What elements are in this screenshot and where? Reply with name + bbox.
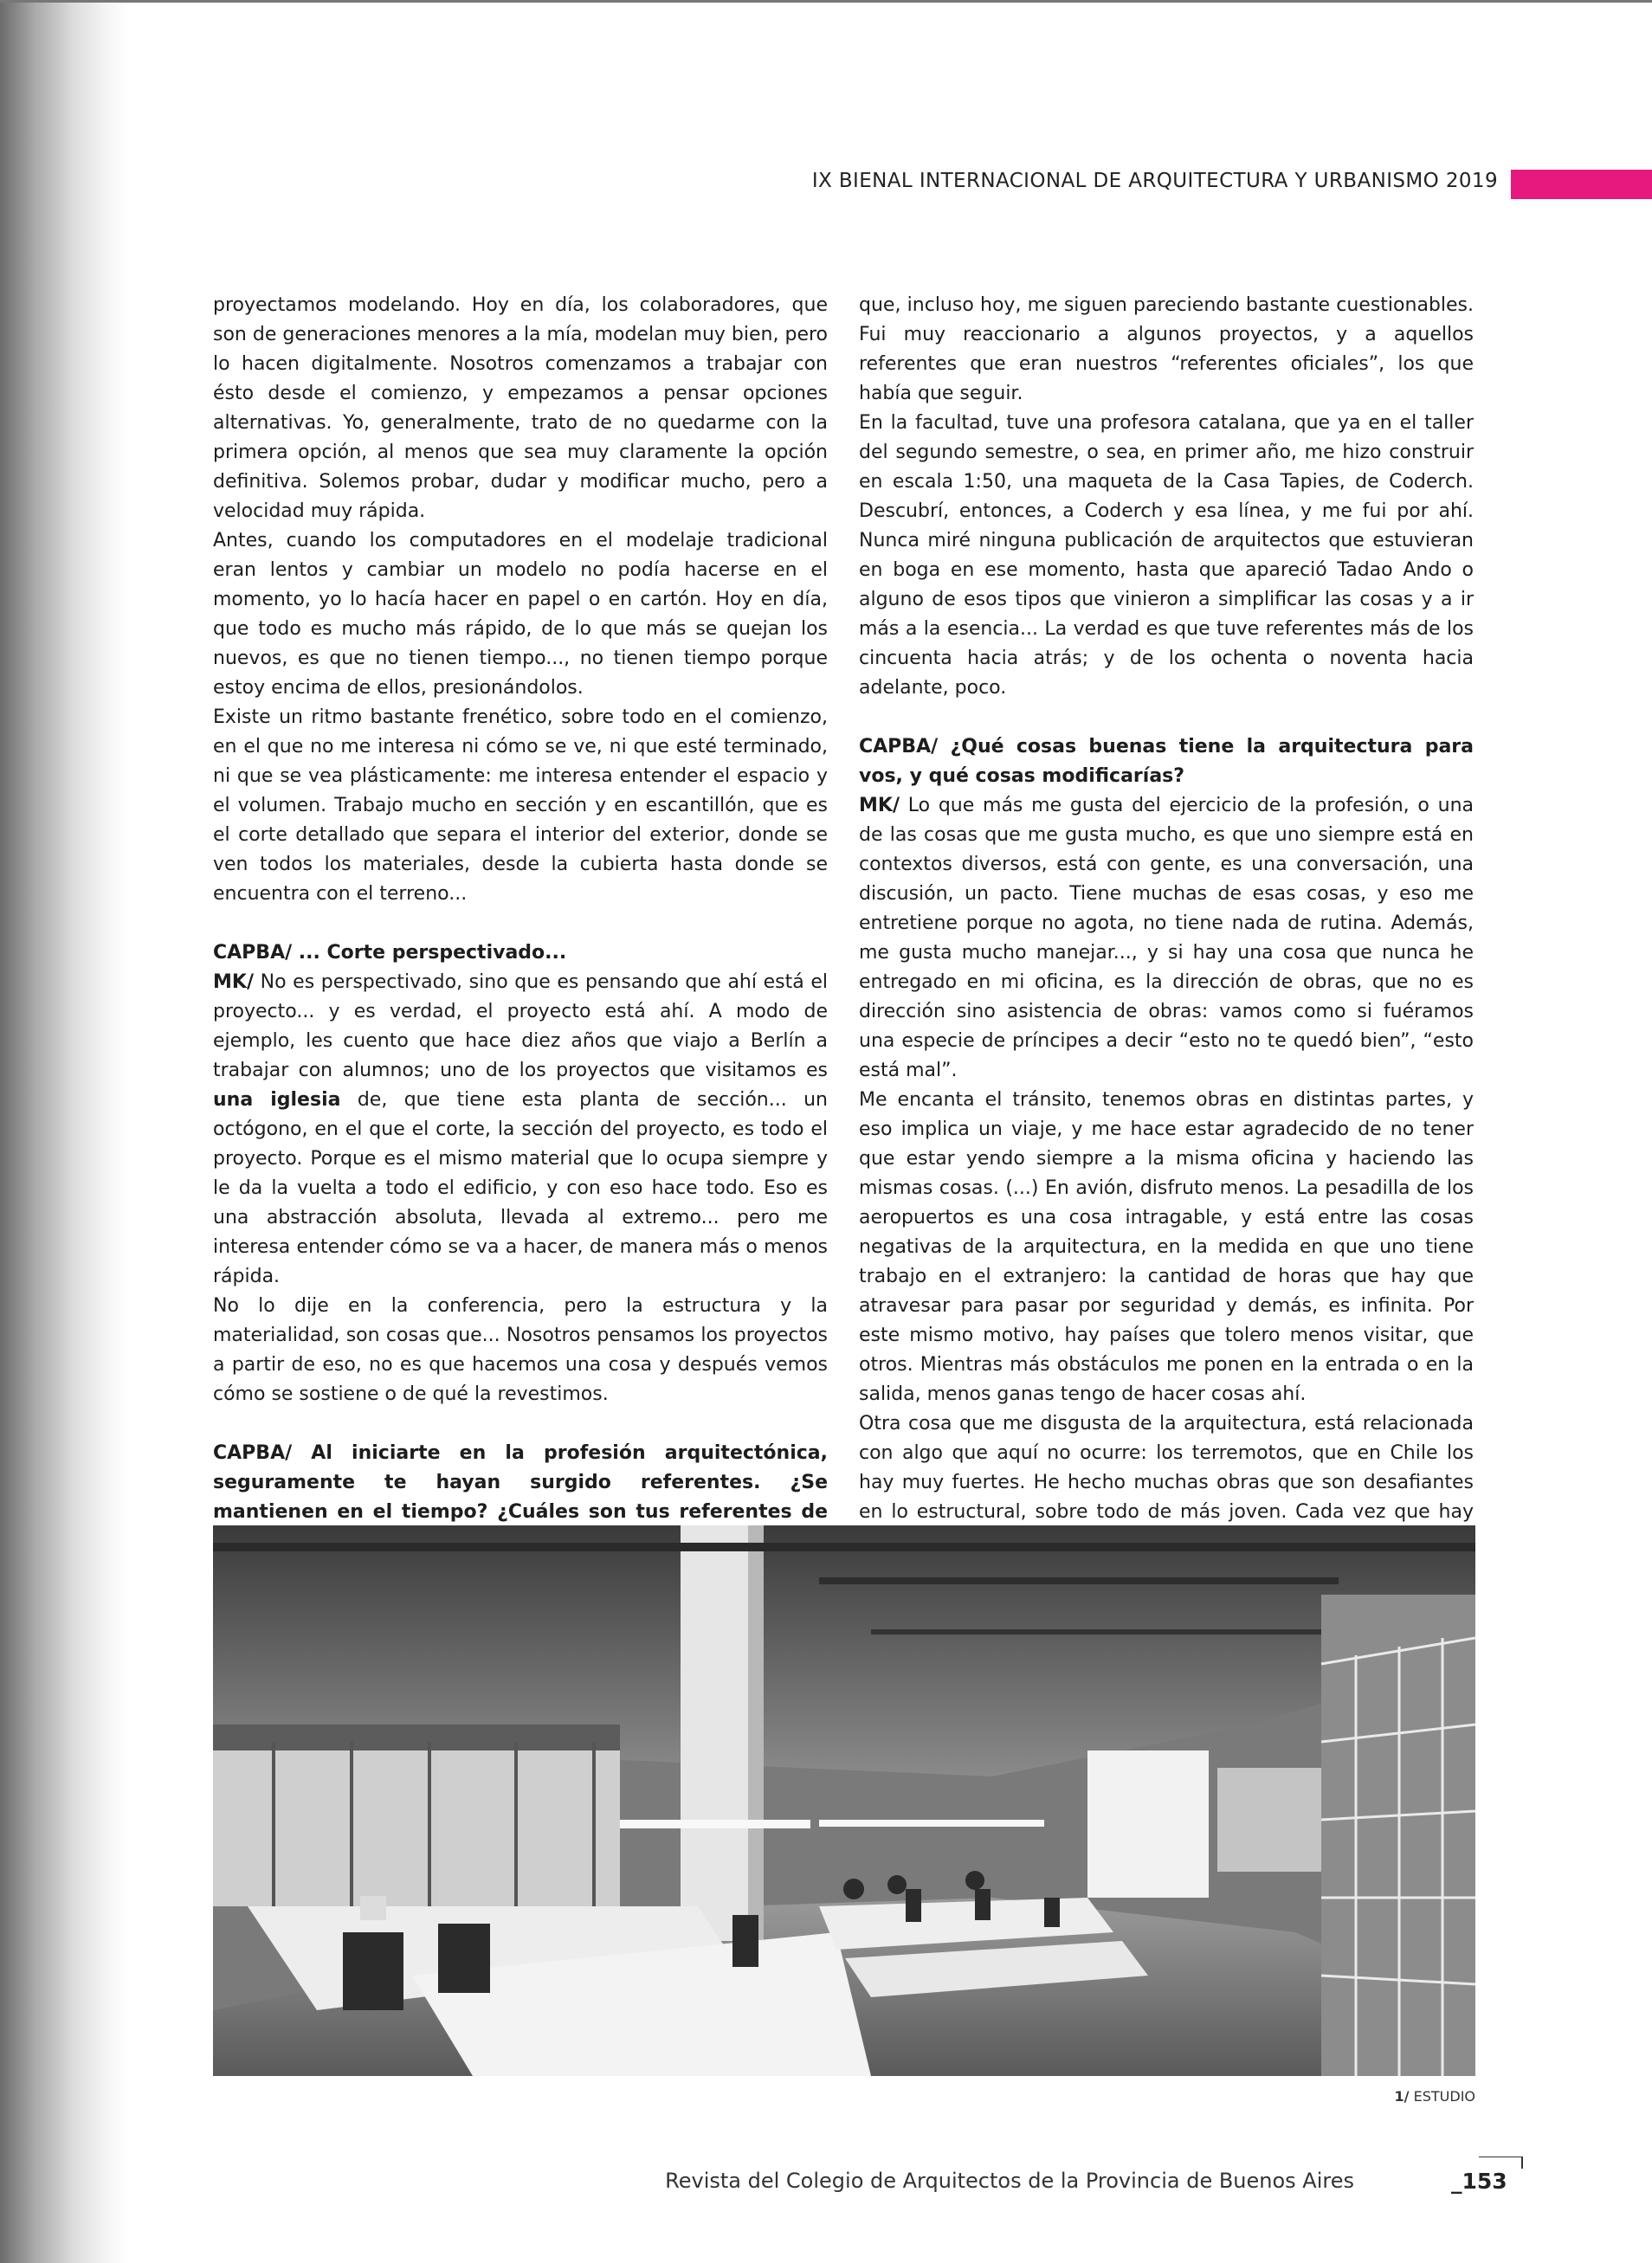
paragraph: Existe un ritmo bastante frenético, sobre todo en el comienzo, en el que no me interesa ni cómo se ve, ni que esté terminado, ni que se vea plásticamente: me interesa entender el espacio y el volumen. Trabajo mucho en sección y en escantillón, que es el corte detallado que separa el interior del exterior, donde se ven todos los materiales, desde la cubierta hasta donde se encuentra con el terreno... [213,706,828,905]
caption-number: 1/ [1394,2088,1410,2105]
footer-tick [1521,2157,1523,2169]
header-accent-bar [1511,170,1652,199]
studio-photo [213,1525,1475,2076]
answer-emphasis: una iglesia [213,1089,341,1111]
interview-answer [859,791,1474,1086]
interview-question: CAPBA/ ¿Qué cosas buenas tiene la arquitectura para vos, y qué cosas modificarías? [859,736,1474,787]
paragraph: Me encanta el tránsito, tenemos obras en distintas partes, y eso implica un viaje, y me hace estar agradecido de no tener que estar yendo siempre a la misma oficina y haciendo las mismas cosas. (...) En avión, disfruto menos. La pesadilla de los aeropuertos es una cosa intragable, y está entre las cosas negativas de la arquitectura, en la medida en que uno tiene trabajo en el extranjero: la cantidad de horas que hay que atravesar para pasar por seguridad y demás, es infinita. Por este mismo motivo, hay países que tolero menos visitar, que otros. Mientras más obstáculos me ponen en la entrada o en la salida, menos ganas tengo de hacer cosas ahí. [859,1089,1474,1405]
paragraph: proyectamos modelando. Hoy en día, los colaboradores, que son de generaciones menores a la mía, modelan muy bien, pero lo hacen digitalmente. Nosotros comenzamos a trabajar con ésto desde el comienzo, y empezamos a pensar opciones alternativas. Yo, generalmente, trato de no quedarme con la primera opción, al menos que sea muy claramente la opción definitiva. Solemos probar, dudar y modificar mucho, pero a velocidad muy rápida. [213,294,828,522]
paragraph: Otra cosa que me disgusta de la arquitectura, está relacionada con algo que aquí no ocurre: los terremotos, que en Chile los hay muy fuertes. He hecho muchas obras que son desafiantes en lo estructural, sobre todo de más joven. Cada vez que hay [859,1413,1474,1523]
interview-question: CAPBA/ ... Corte perspectivado... [213,942,567,964]
footer-journal-title [606,2169,1437,2193]
answer-text: No es perspectivado, sino que es pensando que ahí está el proyecto... y es verdad, el proyecto está ahí. A modo de ejemplo, les cuento que hace diez años que viajo a Berlín a trabajar con alumnos; uno de los proyectos que visitamos es [213,971,828,1081]
paragraph: que, incluso hoy, me siguen pareciendo bastante cuestionables. Fui muy reaccionario a algunos proyectos, y a aquellos referentes que eran nuestros “referentes oficiales”, los que había que seguir. [859,294,1474,404]
speaker-label: MK/ [213,971,254,993]
caption-text: ESTUDIO [1409,2088,1475,2105]
interview-answer [213,968,828,1292]
interview-question: CAPBA/ Al iniciarte en la profesión arquitectónica, seguramente te hayan surgido referentes. ¿Se mantienen en el tiempo? ¿Cuáles son tus referentes de [213,1442,828,1523]
right-text-column [859,291,1474,1645]
paragraph: Antes, cuando los computadores en el modelaje tradicional eran lentos y cambiar un modelo no podía hacerse en el momento, yo lo hacía hacer en papel o en cartón. Hoy en día, que todo es mucho más rápido, de lo que más se quejan los nuevos, es que no tienen tiempo..., no tienen tiempo porque estoy encima de ellos, presionándolos. [213,530,828,699]
answer-text: de, que tiene esta planta de sección... un octógono, en el que el corte, la sección del proyecto, es todo el proyecto. Porque es el mismo material que lo ocupa siempre y le da la vuelta a todo el edificio, y con eso hace todo. Eso es una abstracción absoluta, llevada al extremo... pero me interesa entender cómo se va a hacer, de manera más o menos rápida. [213,1089,828,1287]
paragraph: En la facultad, tuve una profesora catalana, que ya en el taller del segundo semestre, o sea, en primer año, me hizo construir en escala 1:50, una maqueta de la Casa Tapies, de Coderch. Descubrí, entonces, a Coderch y esa línea, y me fui por ahí. Nunca miré ninguna publicación de arquitectos que estuvieran en boga en ese momento, hasta que apareció Tadao Ando o alguno de esos tipos que vinieron a simplificar las cosas y a ir más a la esencia... La verdad es que tuve referentes más de los cincuenta hacia atrás; y de los ochenta o noventa hacia adelante, poco. [859,412,1474,699]
answer-text: Lo que más me gusta del ejercicio de la profesión, o una de las cosas que me gusta mucho, es que uno siempre está en contextos diversos, está con gente, es una conversación, una discusión, un pacto. Tiene muchas de esas cosas, y eso me entretiene porque no agota, no tiene nada de rutina. Además, me gusta mucho manejar..., y si hay una cosa que nunca he entregado en mi oficina, es la dirección de obras, que no es dirección sino asistencia de obras: vamos como si fuéramos una especie de príncipes a decir “esto no te quedó bien”, “esto está mal”. [859,795,1474,1081]
book-gutter-shadow [0,0,130,2263]
journal-name: Revista del Colegio de Arquitectos de la Provincia de Buenos Aires [665,2169,1354,2193]
top-edge-line [0,0,1652,3]
page-number: _153 [1451,2169,1507,2194]
studio-photo-drawing [213,1525,1475,2076]
figure-caption [1299,2088,1475,2105]
running-header: IX BIENAL INTERNACIONAL DE ARQUITECTURA Y URBANISMO 2019 [811,170,1498,192]
paragraph: No lo dije en la conferencia, pero la estructura y la materialidad, son cosas que... Nosotros pensamos los proyectos a partir de eso, no es que hacemos una cosa y después vemos cómo se sostiene o de qué la revestimos. [213,1295,828,1405]
left-text-column [213,291,828,1704]
speaker-label: MK/ [859,795,900,816]
